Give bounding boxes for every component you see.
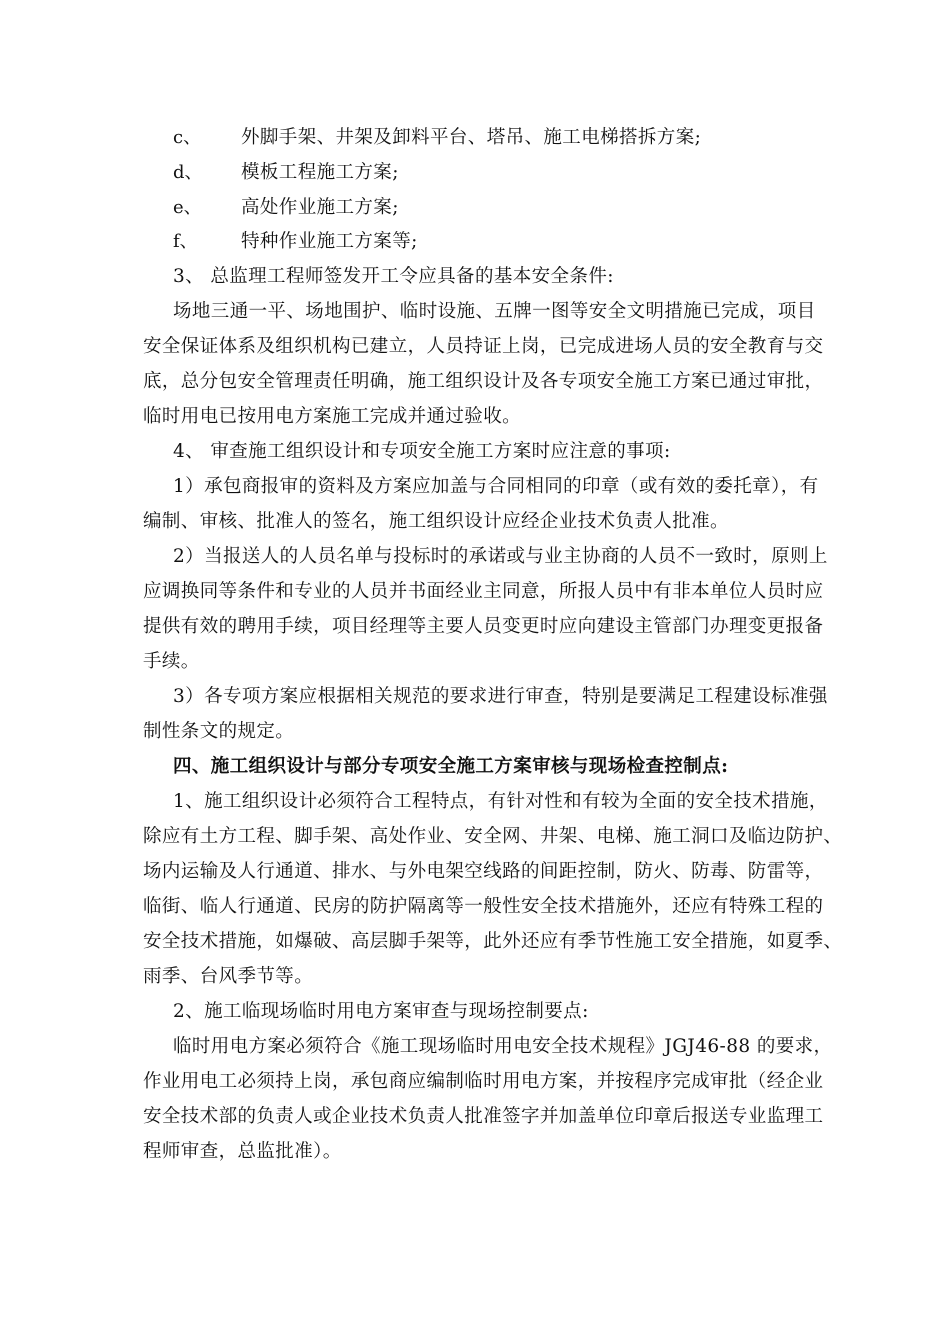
paragraph-line: 编制、审核、批准人的签名，施工组织设计应经企业技术负责人批准。 — [143, 511, 729, 532]
list-item-text: 模板工程施工方案; — [241, 162, 399, 183]
list-item-letter: c、 — [173, 127, 202, 148]
paragraph-line: 临街、临人行通道、民房的防护隔离等一般性安全技术措施外，还应有特殊工程的 — [143, 896, 824, 917]
paragraph-line: 安全保证体系及组织机构已建立，人员持证上岗，已完成进场人员的安全教育与交 — [143, 336, 824, 357]
list-item-text: 特种作业施工方案等; — [241, 231, 418, 252]
section-heading: 3、 总监理工程师签发开工令应具备的基本安全条件: — [173, 266, 614, 287]
chapter-heading: 四、施工组织设计与部分专项安全施工方案审核与现场检查控制点: — [173, 756, 729, 777]
paragraph-line: 临时用电已按用电方案施工完成并通过验收。 — [143, 406, 522, 427]
paragraph-line: 程师审查，总监批准）。 — [143, 1141, 342, 1162]
paragraph-line: 安全技术部的负责人或企业技术负责人批准签字并加盖单位印章后报送专业监理工 — [143, 1106, 824, 1127]
section-heading: 4、 审查施工组织设计和专项安全施工方案时应注意的事项: — [173, 441, 671, 462]
paragraph-line: 手续。 — [143, 651, 200, 672]
paragraph-line: 除应有土方工程、脚手架、高处作业、安全网、井架、电梯、施工洞口及临边防护、 — [143, 826, 843, 847]
paragraph-line: 临时用电方案必须符合《施工现场临时用电安全技术规程》JGJ46-88 的要求， — [173, 1036, 833, 1057]
paragraph-line: 制性条文的规定。 — [143, 721, 295, 742]
paragraph-line: 雨季、台风季节等。 — [143, 966, 314, 987]
list-item-letter: d、 — [173, 162, 203, 183]
list-item-letter: f、 — [173, 231, 198, 252]
paragraph-line: 安全技术措施，如爆破、高层脚手架等，此外还应有季节性施工安全措施，如夏季、 — [143, 931, 843, 952]
paragraph-line: 底，总分包安全管理责任明确，施工组织设计及各专项安全施工方案已通过审批， — [143, 371, 824, 392]
paragraph-line: 应调换同等条件和专业的人员并书面经业主同意，所报人员中有非本单位人员时应 — [143, 581, 824, 602]
paragraph-line: 场内运输及人行通道、排水、与外电架空线路的间距控制，防火、防毒、防雷等， — [143, 861, 824, 882]
list-item-text: 外脚手架、井架及卸料平台、塔吊、施工电梯搭拆方案; — [241, 127, 702, 148]
paragraph-line: 3）各专项方案应根据相关规范的要求进行审查，特别是要满足工程建设标准强 — [173, 686, 828, 707]
paragraph-line: 作业用电工必须持上岗，承包商应编制临时用电方案，并按程序完成审批（经企业 — [143, 1071, 824, 1092]
paragraph-line: 1、施工组织设计必须符合工程特点，有针对性和有较为全面的安全技术措施， — [173, 791, 828, 812]
paragraph-line: 2）当报送人的人员名单与投标时的承诺或与业主协商的人员不一致时，原则上 — [173, 546, 828, 567]
list-item-text: 高处作业施工方案; — [241, 197, 399, 218]
paragraph-line: 场地三通一平、场地围护、临时设施、五牌一图等安全文明措施已完成，项目 — [173, 301, 816, 322]
paragraph-line: 提供有效的聘用手续，项目经理等主要人员变更时应向建设主管部门办理变更报备 — [143, 616, 824, 637]
paragraph-line: 1）承包商报审的资料及方案应加盖与合同相同的印章（或有效的委托章），有 — [173, 476, 819, 497]
section-heading: 2、施工临现场临时用电方案审查与现场控制要点: — [173, 1001, 589, 1022]
list-item-letter: e、 — [173, 197, 202, 218]
